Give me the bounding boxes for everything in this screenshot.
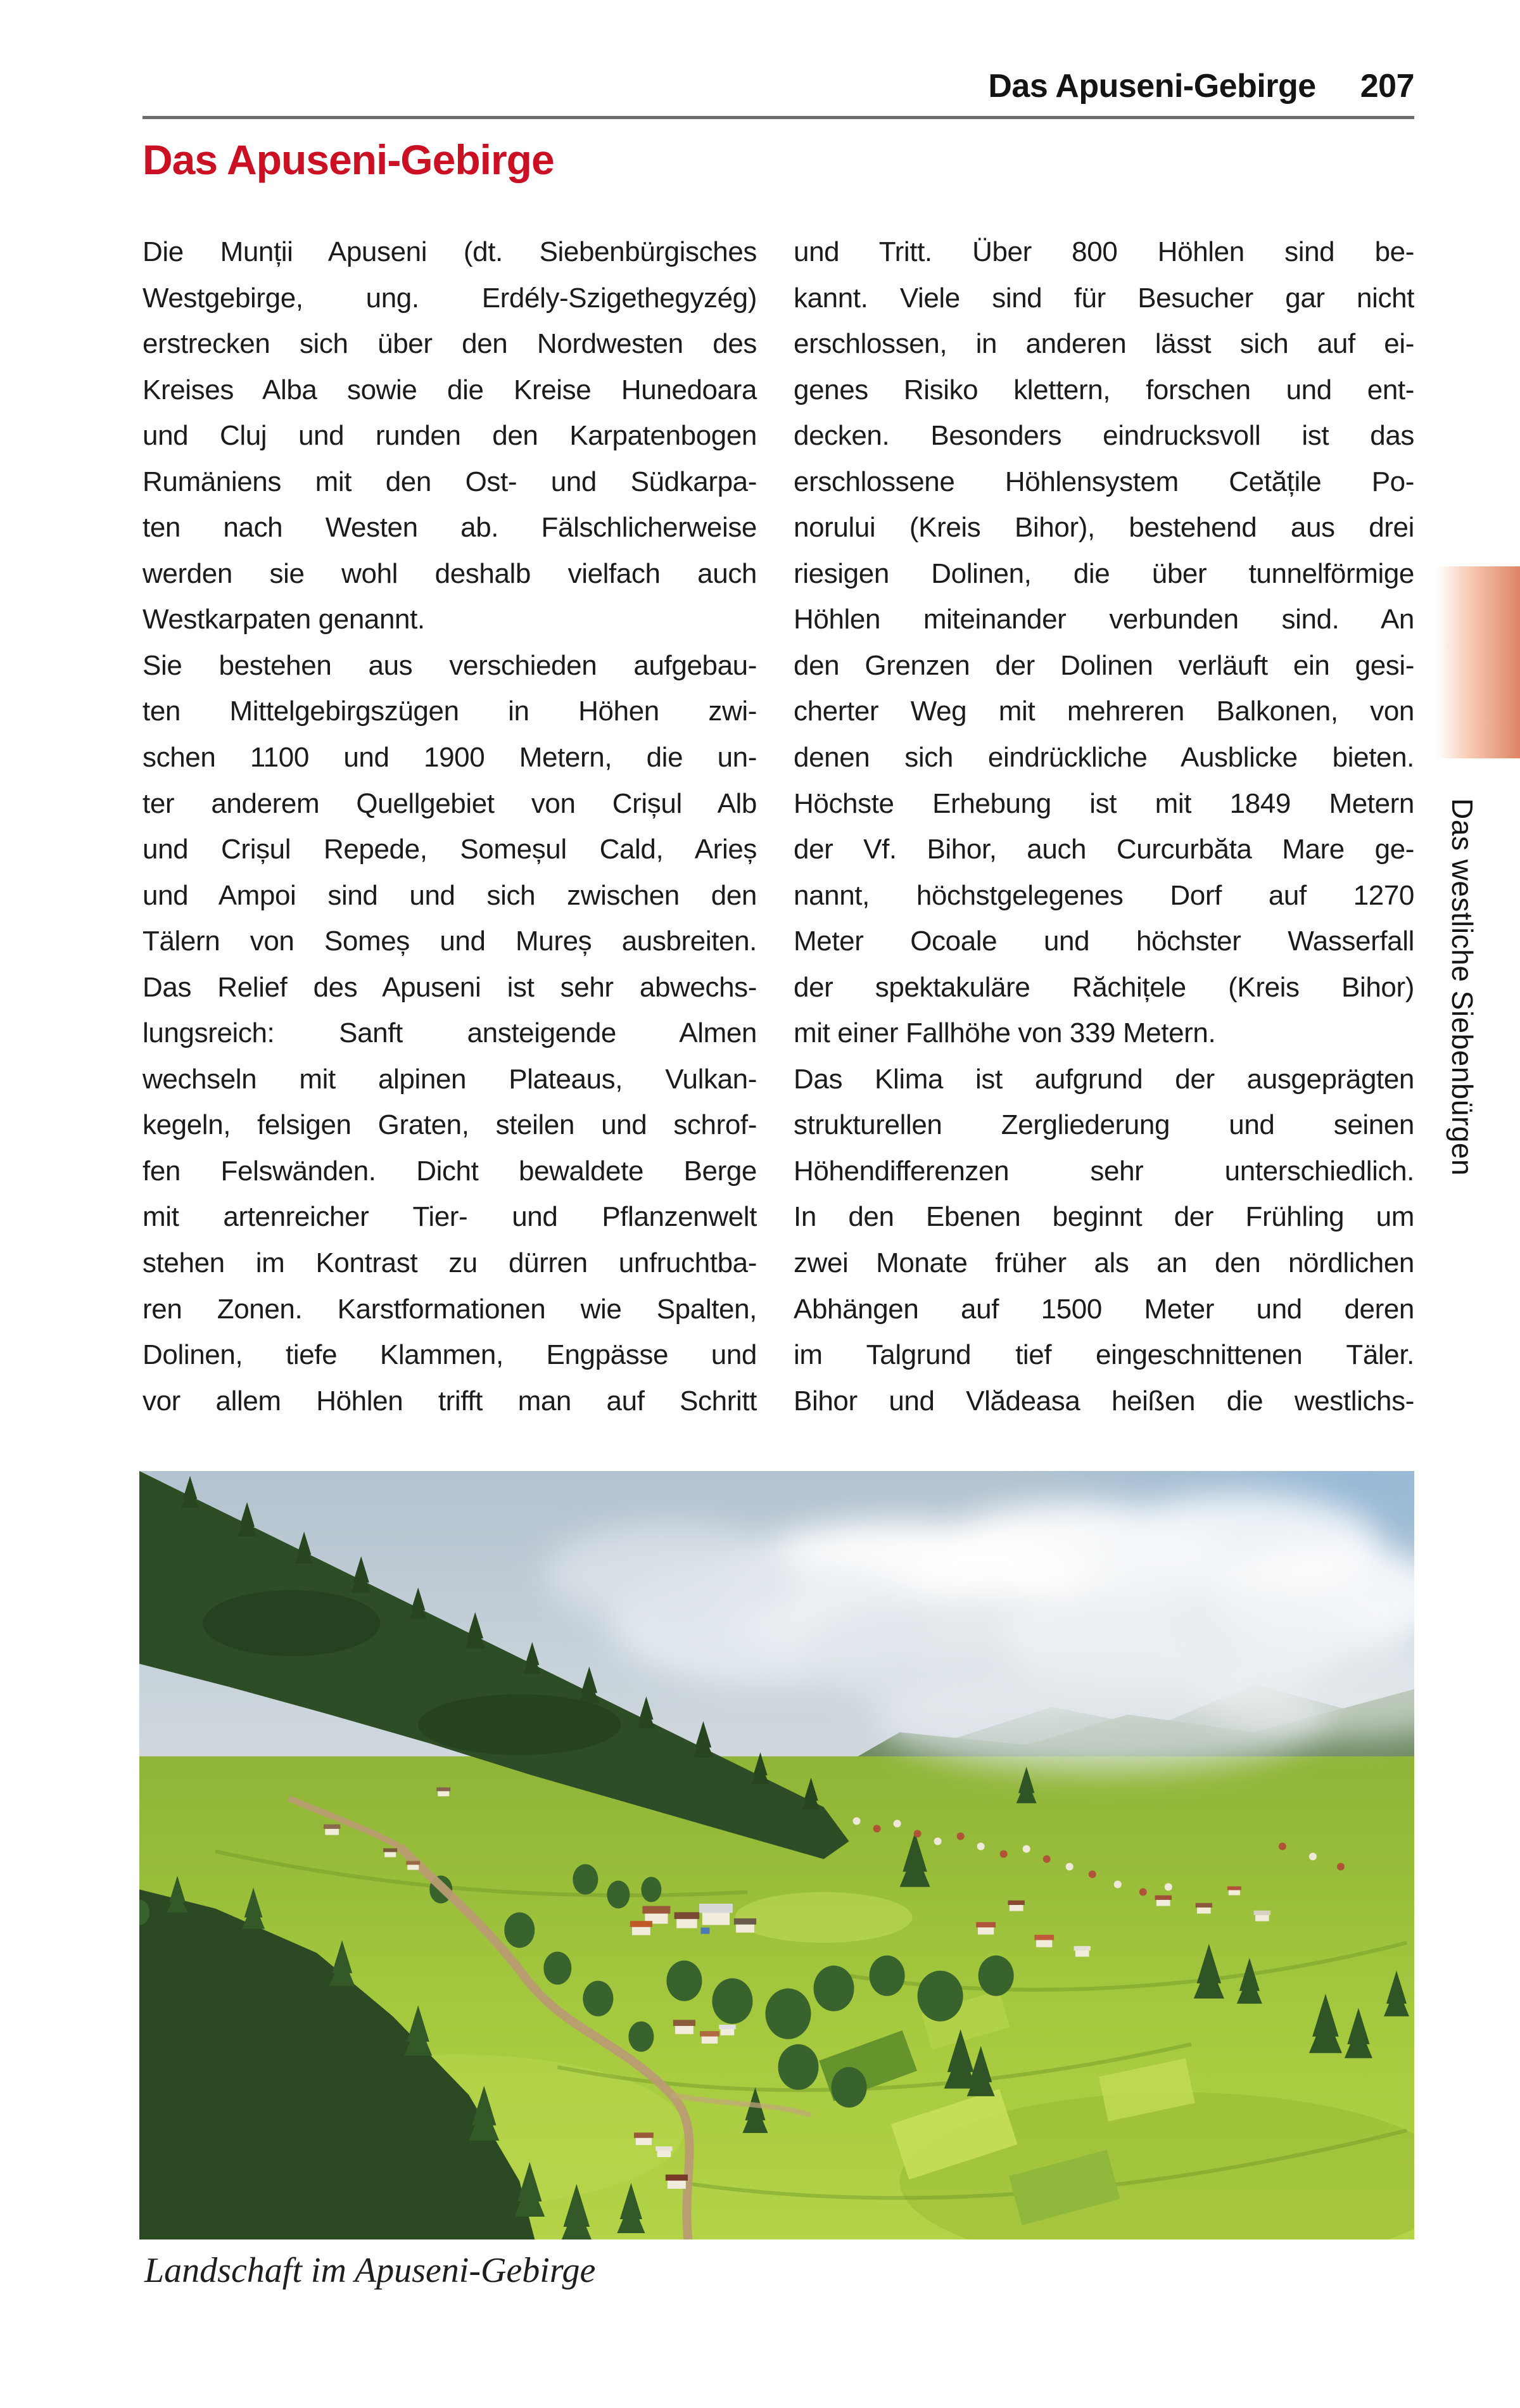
text-line: Abhängen auf 1500 Meter und deren	[794, 1293, 1414, 1325]
text-line: und Ampoi sind und sich zwischen den	[142, 879, 757, 911]
text-line: lungsreich: Sanft ansteigende Almen	[142, 1017, 757, 1049]
text-line: In den Ebenen beginnt der Frühling um	[794, 1201, 1414, 1233]
text-line: ten nach Westen ab. Fälschlicherweise	[142, 512, 757, 544]
text-line: mit einer Fallhöhe von 339 Metern.	[794, 1017, 1216, 1049]
text-line: und Cluj und runden den Karpatenbogen	[142, 420, 757, 452]
text-line: im Talgrund tief eingeschnittenen Täler.	[794, 1339, 1414, 1371]
text-line: Westgebirge, ung. Erdély-Szigethegyzég)	[142, 282, 757, 314]
text-line: denen sich eindrückliche Ausblicke bieten.	[794, 742, 1414, 774]
text-line: strukturellen Zergliederung und seinen	[794, 1109, 1414, 1141]
text-line: erschlossen, in anderen lässt sich auf ei-	[794, 328, 1414, 360]
page-title: Das Apuseni-Gebirge	[142, 136, 554, 183]
text-line: zwei Monate früher als an den nördlichen	[794, 1247, 1414, 1279]
text-line: decken. Besonders eindrucksvoll ist das	[794, 420, 1414, 452]
text-line: der spektakuläre Răchițele (Kreis Bihor)	[794, 971, 1414, 1003]
text-line: Das Relief des Apuseni ist sehr abwechs-	[142, 971, 757, 1003]
text-line: erschlossene Höhlensystem Cetățile Po-	[794, 466, 1414, 497]
page-header	[142, 67, 1414, 105]
text-line: der Vf. Bihor, auch Curcurbăta Mare ge-	[794, 834, 1414, 865]
text-line: und Crișul Repede, Someșul Cald, Arieș	[142, 834, 757, 865]
text-line: vor allem Höhlen trifft man auf Schritt	[142, 1385, 757, 1417]
text-line: Kreises Alba sowie die Kreise Hunedoara	[142, 374, 757, 405]
text-line: genes Risiko klettern, forschen und ent-	[794, 374, 1414, 405]
text-line: Westkarpaten genannt.	[142, 604, 425, 635]
text-line: fen Felswänden. Dicht bewaldete Berge	[142, 1155, 757, 1187]
text-line: werden sie wohl deshalb vielfach auch	[142, 557, 757, 589]
text-line: ten Mittelgebirgszügen in Höhen zwi-	[142, 696, 757, 727]
landscape-photo	[139, 1471, 1414, 2239]
chapter-color-tab	[1436, 566, 1520, 758]
running-title: Das Apuseni-Gebirge	[988, 68, 1316, 105]
text-line: Höhlen miteinander verbunden sind. An	[794, 604, 1414, 635]
text-line: erstrecken sich über den Nordwesten des	[142, 328, 757, 360]
text-line: Bihor und Vlădeasa heißen die westlichs-	[794, 1385, 1414, 1417]
text-line: cherter Weg mit mehreren Balkonen, von	[794, 696, 1414, 727]
chapter-side-label: Das westliche Siebenbürgen	[1446, 798, 1479, 1176]
text-line: Sie bestehen aus verschieden aufgebau-	[142, 649, 757, 681]
text-line: den Grenzen der Dolinen verläuft ein gesi-	[794, 649, 1414, 681]
text-column-right	[794, 229, 1414, 1424]
text-line: Höhendifferenzen sehr unterschiedlich.	[794, 1155, 1414, 1187]
page-number: 207	[1360, 68, 1414, 105]
text-line: Dolinen, tiefe Klammen, Engpässe und	[142, 1339, 757, 1371]
text-line: kannt. Viele sind für Besucher gar nicht	[794, 282, 1414, 314]
text-line: und Tritt. Über 800 Höhlen sind be-	[794, 236, 1414, 267]
text-line: Rumäniens mit den Ost- und Südkarpa-	[142, 466, 757, 497]
text-line: Höchste Erhebung ist mit 1849 Metern	[794, 787, 1414, 819]
text-line: nannt, höchstgelegenes Dorf auf 1270	[794, 879, 1414, 911]
text-column-left	[142, 229, 757, 1424]
text-line: mit artenreicher Tier- und Pflanzenwelt	[142, 1201, 757, 1233]
text-line: kegeln, felsigen Graten, steilen und schrof-	[142, 1109, 757, 1141]
text-line: riesigen Dolinen, die über tunnelförmige	[794, 557, 1414, 589]
text-line: stehen im Kontrast zu dürren unfruchtba-	[142, 1247, 757, 1279]
text-line: Das Klima ist aufgrund der ausgeprägten	[794, 1063, 1414, 1095]
text-line: Die Munții Apuseni (dt. Siebenbürgisches	[142, 236, 757, 267]
text-line: Tälern von Someș und Mureș ausbreiten.	[142, 926, 757, 957]
text-line: Meter Ocoale und höchster Wasserfall	[794, 926, 1414, 957]
text-line: schen 1100 und 1900 Metern, die un-	[142, 742, 757, 774]
header-rule	[142, 116, 1414, 119]
text-line: wechseln mit alpinen Plateaus, Vulkan-	[142, 1063, 757, 1095]
photo-caption: Landschaft im Apuseni-Gebirge	[144, 2251, 596, 2290]
text-line: norului (Kreis Bihor), bestehend aus drei	[794, 512, 1414, 544]
text-line: ren Zonen. Karstformationen wie Spalten,	[142, 1293, 757, 1325]
text-line: ter anderem Quellgebiet von Crișul Alb	[142, 787, 757, 819]
